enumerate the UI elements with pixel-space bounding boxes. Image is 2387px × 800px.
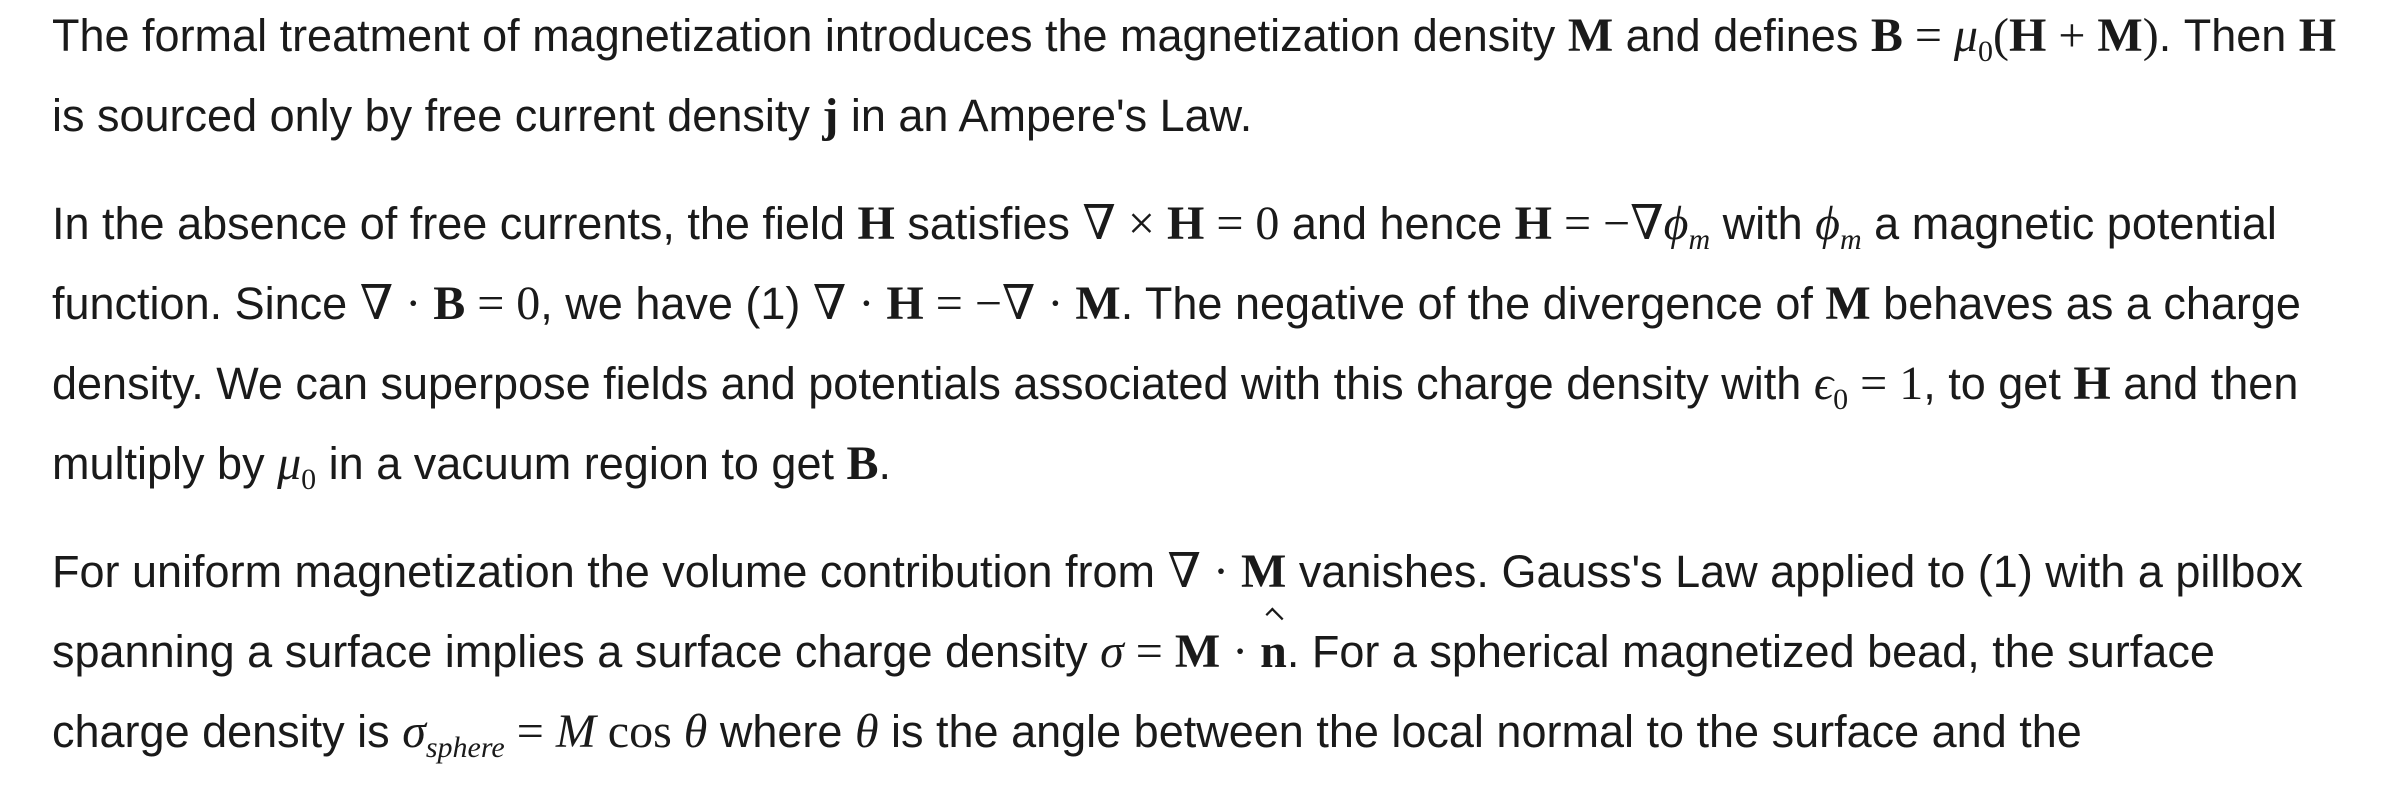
math-symbol: ϵ [1813, 357, 1834, 410]
math-symbol: σ [402, 705, 426, 758]
math-symbol: ϕ [1815, 197, 1840, 250]
math-operator: · [1220, 625, 1261, 678]
math-subscript: 0 [1833, 383, 1849, 416]
text-span: , we have (1) [540, 278, 813, 329]
paragraph-1 [52, 0, 2362, 156]
document-body [52, 0, 2362, 800]
math-symbol: M [2097, 9, 2143, 62]
text-span: . [878, 438, 892, 489]
text-span: a magnetic potential function. Since [52, 198, 2277, 329]
math-paren: ( [1993, 9, 2009, 62]
text-span: In the absence of free currents, the field [52, 198, 858, 249]
math-subscript: m [1840, 223, 1862, 256]
text-span: is the angle between the local normal to the surface and the [878, 706, 2082, 757]
math-operator: ∇ · [812, 277, 887, 330]
math-h-field-symbol: H [2298, 9, 2337, 62]
text-span: . Then [2158, 10, 2299, 61]
math-operator: ∇ × [1082, 197, 1167, 250]
math-operator: = 0 [465, 277, 541, 330]
text-span: . For a spherical magnetized bead, the surface charge density is [52, 626, 2215, 757]
text-span: and hence [1279, 198, 1515, 249]
math-symbol: ϕ [1663, 197, 1689, 250]
math-symbol: M [555, 705, 596, 758]
math-operator: = 0 [1204, 197, 1280, 250]
math-theta-symbol: θ [854, 705, 879, 758]
math-h-potential-equation [1514, 197, 1711, 256]
math-symbol: H [1514, 197, 1552, 250]
math-subscript: m [1688, 223, 1711, 256]
text-span: The formal treatment of magnetization introduces the magnetization density [52, 10, 1568, 61]
math-curl-h-equation [1082, 197, 1279, 250]
math-symbol: M [1075, 277, 1121, 330]
math-operator: = [1902, 9, 1954, 62]
text-span: . The negative of the divergence of [1120, 278, 1826, 329]
math-magnetization-symbol: M [1567, 9, 1614, 62]
text-span: and defines [1613, 10, 1871, 61]
math-operator: + [2046, 9, 2098, 62]
math-symbol: M [1241, 545, 1287, 598]
math-operator: ∇ · [359, 277, 434, 330]
math-subscript: sphere [425, 731, 505, 764]
math-h-field-symbol: H [857, 197, 895, 250]
math-div-m [1168, 545, 1287, 598]
text-span: with [1710, 198, 1816, 249]
text-span: in an Ampere's Law. [838, 90, 1253, 141]
text-span: in a vacuum region to get [316, 438, 847, 489]
math-symbol: H [886, 277, 924, 330]
math-b-field-symbol: B [846, 437, 879, 490]
text-span: For uniform magnetization the volume contribution from [52, 546, 1168, 597]
math-operator: = [504, 705, 556, 758]
math-magnetization-symbol: M [1825, 277, 1871, 330]
text-span: is sourced only by free current density [52, 90, 823, 141]
math-unit-normal-symbol: n [1260, 612, 1287, 692]
math-symbol: θ [683, 705, 708, 758]
math-b-definition [1870, 9, 2159, 68]
text-span: , to get [1923, 358, 2074, 409]
math-operator: ∇ · [1167, 545, 1242, 598]
math-symbol: σ [1100, 625, 1124, 678]
math-operator: = −∇ [1551, 197, 1664, 250]
math-operator: = −∇ · [923, 277, 1076, 330]
math-symbol: H [1166, 197, 1205, 250]
math-symbol: M [1174, 625, 1221, 678]
math-potential-symbol [1815, 197, 1862, 256]
math-symbol: μ [1953, 9, 1979, 62]
math-paren: ) [2142, 9, 2159, 62]
math-symbol: H [2009, 9, 2047, 62]
text-span: satisfies [894, 198, 1083, 249]
math-symbol: μ [277, 437, 302, 490]
math-mu0-symbol [277, 437, 317, 496]
math-sphere-charge-equation [402, 705, 708, 764]
text-span: vanishes. Gauss's Law applied to (1) with a pillbox spanning a surface implies a surface charge density [52, 546, 2303, 677]
math-div-h-equation [813, 277, 1121, 330]
text-span: behaves as a charge density. We can superpose fields and potentials associated with this charge density with [52, 278, 2301, 409]
math-current-density-symbol: j [822, 89, 839, 142]
math-operator: = [1123, 625, 1175, 678]
text-span: where [707, 706, 855, 757]
math-symbol: B [433, 277, 466, 330]
math-function: cos [595, 705, 684, 758]
math-h-field-symbol: H [2073, 357, 2111, 410]
math-surface-charge-equation [1100, 625, 1287, 678]
text-span: and then multiply by [52, 358, 2299, 489]
math-epsilon-equation [1813, 357, 1924, 416]
paragraph-2 [52, 184, 2362, 504]
math-subscript: 0 [301, 463, 317, 496]
math-div-b-equation [360, 277, 541, 330]
math-subscript: 0 [1978, 35, 1994, 68]
paragraph-3 [52, 532, 2362, 772]
math-symbol: B [1870, 9, 1903, 62]
math-operator: = 1 [1848, 357, 1924, 410]
